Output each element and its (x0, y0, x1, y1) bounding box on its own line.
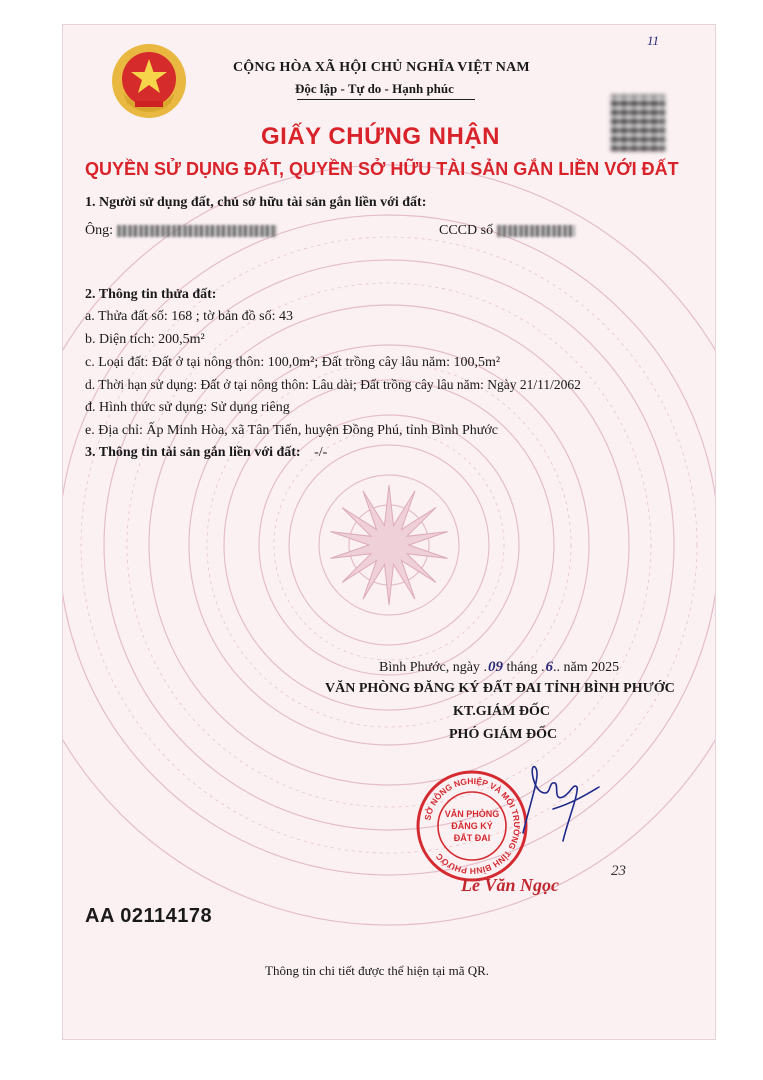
serial-number: AA 02114178 (85, 905, 213, 927)
signing-day: 09 (487, 659, 503, 675)
id-prefix: CCCD số (439, 223, 494, 238)
motto-underline (297, 99, 475, 100)
month-label: tháng (506, 660, 538, 675)
certificate-subtitle: QUYỀN SỬ DỤNG ĐẤT, QUYỀN SỞ HỮU TÀI SẢN GẮN LIỀN VỚI ĐẤT (85, 159, 679, 179)
parcel-number-line: a. Thửa đất số: 168 ; tờ bản đồ số: 43 (85, 309, 293, 324)
owner-line (85, 223, 277, 239)
certificate-sheet (62, 24, 716, 1040)
motto: Độc lập - Tự do - Hạnh phúc (295, 81, 454, 96)
signer-name: Lê Văn Ngọc (461, 875, 559, 895)
handwritten-signature (493, 753, 603, 853)
page-number-handwritten: 23 (611, 863, 626, 879)
year-label: năm 2025 (563, 660, 620, 675)
signer-role-2: PHÓ GIÁM ĐỐC (449, 727, 558, 742)
usage-form-line: đ. Hình thức sử dụng: Sử dụng riêng (85, 400, 290, 415)
owner-name-redacted (117, 225, 277, 237)
signing-month: 6 (545, 659, 554, 675)
id-line (439, 223, 575, 239)
section2-heading: 2. Thông tin thửa đất: (85, 287, 217, 302)
stamp-center-3: ĐẤT ĐAI (453, 833, 491, 843)
stamp-center-2: ĐĂNG KÝ (451, 821, 493, 831)
footer-note: Thông tin chi tiết được thể hiện tại mã QR. (265, 963, 490, 978)
id-number-redacted (497, 225, 575, 237)
signing-place: Bình Phước, ngày (379, 660, 480, 675)
section1-heading: 1. Người sử dụng đất, chủ sở hữu tài sản gắn liền với đất: (85, 195, 427, 210)
certificate-title: GIẤY CHỨNG NHẬN (261, 123, 500, 150)
qr-code (611, 95, 665, 151)
section3-value: -/- (314, 445, 328, 460)
drum-star (331, 485, 448, 605)
land-type-line: c. Loại đất: Đất ở tại nông thôn: 100,0m²; Đất trồng cây lâu năm: 100,5m² (85, 355, 501, 370)
corner-handwritten-mark: 11 (647, 33, 660, 48)
drum-star-shape (331, 485, 448, 605)
address-line: e. Địa chỉ: Ấp Minh Hòa, xã Tân Tiến, huyện Đồng Phú, tỉnh Bình Phước (85, 423, 498, 438)
stamp-center-1: VĂN PHÒNG (444, 809, 500, 819)
section3-line (85, 445, 327, 461)
usage-term-line: d. Thời hạn sử dụng: Đất ở tại nông thôn: Lâu dài; Đất trồng cây lâu năm: Ngày 21/11/2062 (85, 377, 581, 392)
country-heading: CỘNG HÒA XÃ HỘI CHỦ NGHĨA VIỆT NAM (233, 60, 530, 75)
issuing-office: VĂN PHÒNG ĐĂNG KÝ ĐẤT ĐAI TỈNH BÌNH PHƯỚC (325, 681, 675, 696)
stamp-ring-text: SỞ NÔNG NGHIỆP VÀ MÔI TRƯỜNG TỈNH BÌNH PHƯỚC (422, 775, 523, 877)
signing-date-line: Bình Phước, ngày .09 tháng .6.. năm 2025 (379, 659, 620, 675)
national-emblem (109, 41, 189, 121)
section3-heading: 3. Thông tin tài sản gắn liền với đất: (85, 445, 301, 460)
area-line: b. Diện tích: 200,5m² (85, 332, 205, 347)
owner-prefix: Ông: (85, 223, 113, 238)
signer-role-1: KT.GIÁM ĐỐC (453, 704, 550, 719)
